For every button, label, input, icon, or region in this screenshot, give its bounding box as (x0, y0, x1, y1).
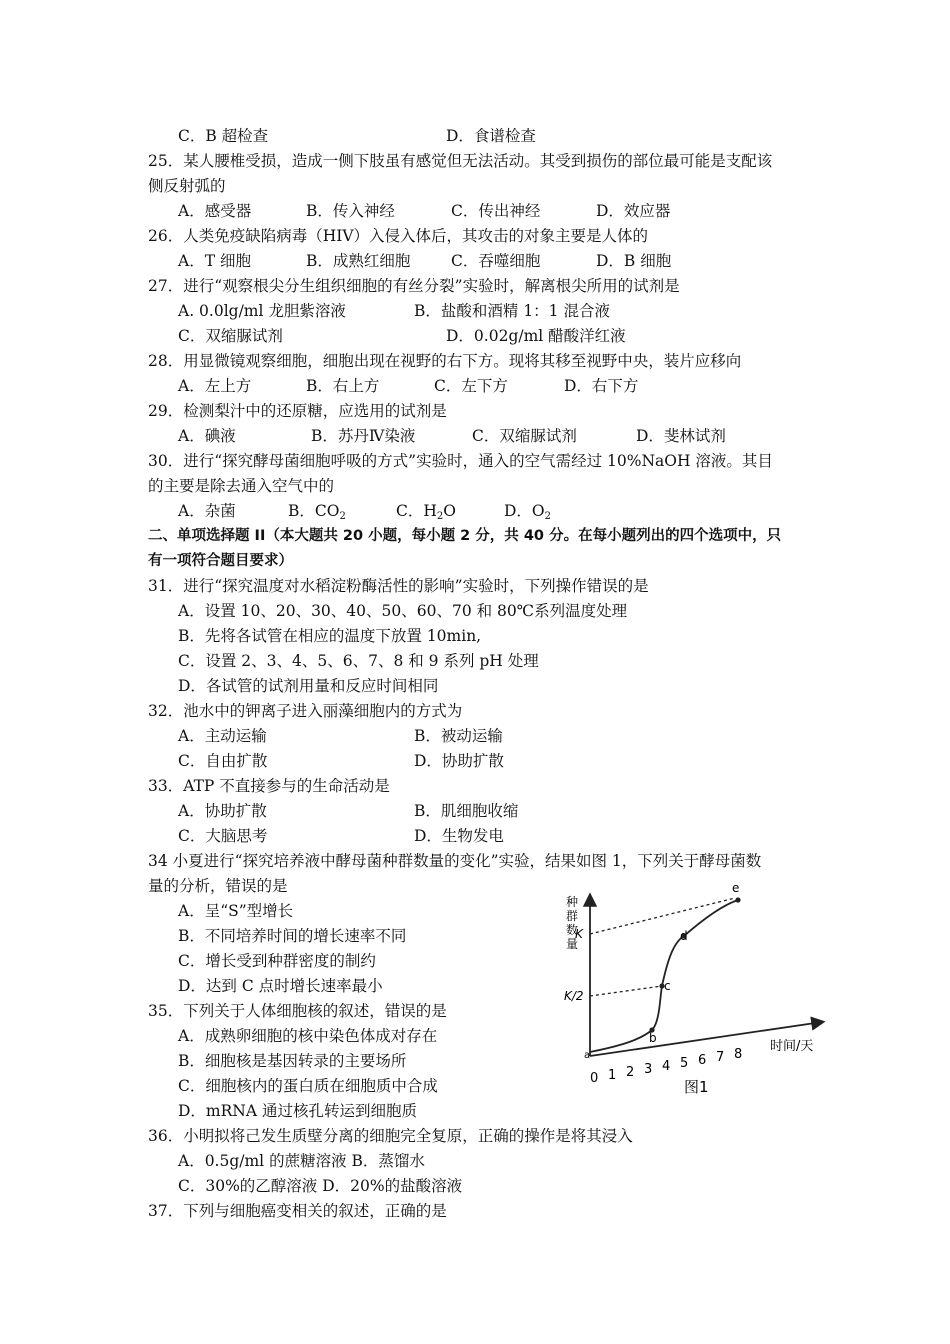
q32-option-d[interactable]: D．协助扩散 (414, 752, 504, 770)
point-d-label: d (680, 929, 688, 943)
q32-option-b[interactable]: B．被动运输 (414, 727, 503, 745)
q31-option-c[interactable]: C．设置 2、3、4、5、6、7、8 和 9 系列 pH 处理 (178, 652, 539, 670)
q28-options (178, 376, 818, 396)
point-e (735, 897, 740, 902)
figure-1-population-chart (560, 878, 835, 1100)
q32-options-row2 (178, 751, 818, 771)
q32-stem: 32．池水中的钾离子进入丽藻细胞内的方式为 (148, 702, 463, 720)
section2-heading-line1: 二、单项选择题 II（本大题共 20 小题，每小题 2 分，共 40 分。在每小题列出的四个选项中，只 (148, 528, 782, 544)
q25-stem-line1: 25．某人腰椎受损，造成一侧下肢虽有感觉但无法活动。其受到损伤的部位最可能是支配该 (148, 152, 773, 170)
q28-option-b[interactable]: B．右上方 (306, 377, 380, 395)
x-tick-3: 3 (644, 1062, 653, 1077)
q26-option-a[interactable]: A．T 细胞 (178, 252, 251, 270)
q31-option-d[interactable]: D．各试管的试剂用量和反应时间相同 (178, 677, 439, 695)
q30-option-d-text: D．O (504, 502, 545, 520)
q25-option-d[interactable]: D．效应器 (596, 202, 671, 220)
section2-heading-line2: 有一项符合题目要求） (148, 553, 293, 569)
q26-options (178, 251, 818, 271)
q26-option-d[interactable]: D．B 细胞 (596, 252, 672, 270)
q33-option-c[interactable]: C．大脑思考 (178, 827, 268, 845)
x-tick-6: 6 (698, 1053, 707, 1068)
q33-options-row1 (178, 801, 818, 821)
q34-option-d[interactable]: D．达到 C 点时增长速率最小 (178, 977, 383, 995)
x-tick-8: 8 (734, 1047, 743, 1062)
figure-caption: 图1 (684, 1078, 709, 1096)
q30-options (178, 501, 818, 521)
q28-option-c[interactable]: C．左下方 (434, 377, 508, 395)
q29-option-c[interactable]: C．双缩脲试剂 (472, 427, 577, 445)
q24-option-d[interactable]: D．食谱检查 (446, 127, 536, 145)
y-label-char-3: 数 (566, 923, 579, 937)
s-curve-series (590, 900, 738, 1052)
q30-option-d-sub: 2 (544, 511, 552, 522)
point-e-label: e (732, 881, 740, 895)
q25-option-b[interactable]: B．传入神经 (306, 202, 395, 220)
q35-option-c[interactable]: C．细胞核内的蛋白质在细胞质中合成 (178, 1077, 438, 1095)
origin-label: a (584, 1050, 591, 1061)
q34-stem-line1: 34 小夏进行“探究培养液中酵母菌种群数量的变化”实验，结果如图 1，下列关于酵母菌数 (148, 852, 762, 870)
q36-options-row2[interactable]: C．30%的乙醇溶液 D．20%的盐酸溶液 (178, 1177, 463, 1195)
q31-option-a[interactable]: A．设置 10、20、30、40、50、60、70 和 80℃系列温度处理 (178, 602, 628, 620)
k-reference-line (590, 898, 735, 934)
point-c-label: c (664, 979, 671, 993)
q32-option-a[interactable]: A．主动运输 (178, 727, 267, 745)
q28-option-d[interactable]: D．右下方 (564, 377, 639, 395)
q29-options (178, 426, 818, 446)
q30-option-c-sub: 2 (436, 511, 444, 522)
q30-option-d[interactable] (504, 501, 551, 527)
q26-stem: 26．人类免疫缺陷病毒（HIV）入侵入体后，其攻击的对象主要是人体的 (148, 227, 649, 245)
q29-stem: 29．检测梨汁中的还原糖，应选用的试剂是 (148, 402, 447, 420)
q25-options (178, 201, 818, 221)
q34-stem-line2: 量的分析，错误的是 (148, 877, 288, 895)
q34-option-c[interactable]: C．增长受到种群密度的制约 (178, 952, 376, 970)
x-tick-1: 1 (608, 1068, 617, 1083)
q27-options-row1 (178, 301, 818, 321)
q27-options-row2 (178, 326, 818, 346)
q29-option-b[interactable]: B．苏丹Ⅳ染液 (311, 427, 416, 445)
q31-stem: 31．进行“探究温度对水稻淀粉酶活性的影响”实验时，下列操作错误的是 (148, 577, 649, 595)
q37-stem: 37．下列与细胞癌变相关的叙述，正确的是 (148, 1202, 447, 1220)
y-label-char-2: 群 (566, 909, 579, 923)
point-b-label: b (649, 1031, 657, 1045)
khalf-label: K/2 (564, 989, 584, 1003)
q25-stem-line2: 侧反射弧的 (148, 177, 226, 195)
y-label-char-1: 种 (566, 895, 579, 909)
q30-option-b-text: B．CO (288, 502, 340, 520)
q35-option-d[interactable]: D．mRNA 通过核孔转运到细胞质 (178, 1102, 417, 1120)
q35-option-a[interactable]: A．成熟卵细胞的核中染色体成对存在 (178, 1027, 438, 1045)
q30-option-a[interactable]: A．杂菌 (178, 502, 236, 520)
q27-option-b[interactable]: B．盐酸和酒精 1：1 混合液 (414, 302, 610, 320)
q27-option-d[interactable]: D．0.02g/ml 醋酸洋红液 (446, 327, 626, 345)
q28-option-a[interactable]: A．左上方 (178, 377, 252, 395)
q36-stem: 36．小明拟将己发生质壁分离的细胞完全复原，正确的操作是将其浸入 (148, 1127, 633, 1145)
x-tick-4: 4 (662, 1059, 671, 1074)
q32-option-c[interactable]: C．自由扩散 (178, 752, 268, 770)
q30-stem-line2: 的主要是除去通入空气中的 (148, 477, 335, 495)
q27-stem: 27．进行“观察根尖分生组织细胞的有丝分裂”实验时，解离根尖所用的试剂是 (148, 277, 680, 295)
q34-option-b[interactable]: B．不同培养时间的增长速率不同 (178, 927, 407, 945)
q30-stem-line1: 30．进行“探究酵母菌细胞呼吸的方式”实验时，通入的空气需经过 10%NaOH 溶液。其目 (148, 452, 773, 470)
q29-option-d[interactable]: D．斐林试剂 (636, 427, 726, 445)
x-tick-0: 0 (590, 1071, 599, 1086)
q28-stem: 28．用显微镜观察细胞，细胞出现在视野的右下方。现将其移至视野中央，装片应移向 (148, 352, 742, 370)
q30-option-c-text-end: O (443, 502, 456, 520)
q29-option-a[interactable]: A．碘液 (178, 427, 236, 445)
x-tick-7: 7 (716, 1050, 725, 1065)
q30-option-b-sub: 2 (339, 511, 346, 522)
q26-option-b[interactable]: B．成熟红细胞 (306, 252, 411, 270)
q35-option-b[interactable]: B．细胞核是基因转录的主要场所 (178, 1052, 407, 1070)
k-label: K (575, 927, 583, 941)
q24-option-c[interactable]: C．B 超检查 (178, 127, 269, 145)
q24-options (178, 126, 818, 146)
q30-option-c[interactable] (396, 501, 456, 527)
y-label-char-4: 量 (566, 937, 579, 951)
q33-option-b[interactable]: B．肌细胞收缩 (414, 802, 519, 820)
q25-option-c[interactable]: C．传出神经 (451, 202, 541, 220)
q32-options-row1 (178, 726, 818, 746)
q33-option-a[interactable]: A．协助扩散 (178, 802, 267, 820)
q30-option-c-text: C．H (396, 502, 437, 520)
q31-option-b[interactable]: B．先将各试管在相应的温度下放置 10min, (178, 627, 482, 645)
x-tick-5: 5 (680, 1056, 689, 1071)
q26-option-c[interactable]: C．吞噬细胞 (451, 252, 541, 270)
khalf-reference-line (590, 986, 662, 996)
q30-option-b[interactable] (288, 501, 346, 527)
q27-option-a[interactable]: A. 0.0lg/ml 龙胆紫溶液 (178, 302, 346, 320)
q35-stem: 35．下列关于人体细胞核的叙述，错误的是 (148, 1002, 447, 1020)
q25-option-a[interactable]: A．感受器 (178, 202, 252, 220)
q33-options-row2 (178, 826, 818, 846)
q27-option-c[interactable]: C．双缩脲试剂 (178, 327, 283, 345)
q33-stem: 33．ATP 不直接参与的生命活动是 (148, 777, 390, 795)
q36-options-row1[interactable]: A．0.5g/ml 的蔗糖溶液 B．蒸馏水 (178, 1152, 425, 1170)
x-axis-label: 时间/天 (770, 1039, 814, 1054)
q33-option-d[interactable]: D．生物发电 (414, 827, 504, 845)
x-tick-2: 2 (626, 1065, 635, 1080)
q34-option-a[interactable]: A．呈“S”型增长 (178, 902, 294, 920)
